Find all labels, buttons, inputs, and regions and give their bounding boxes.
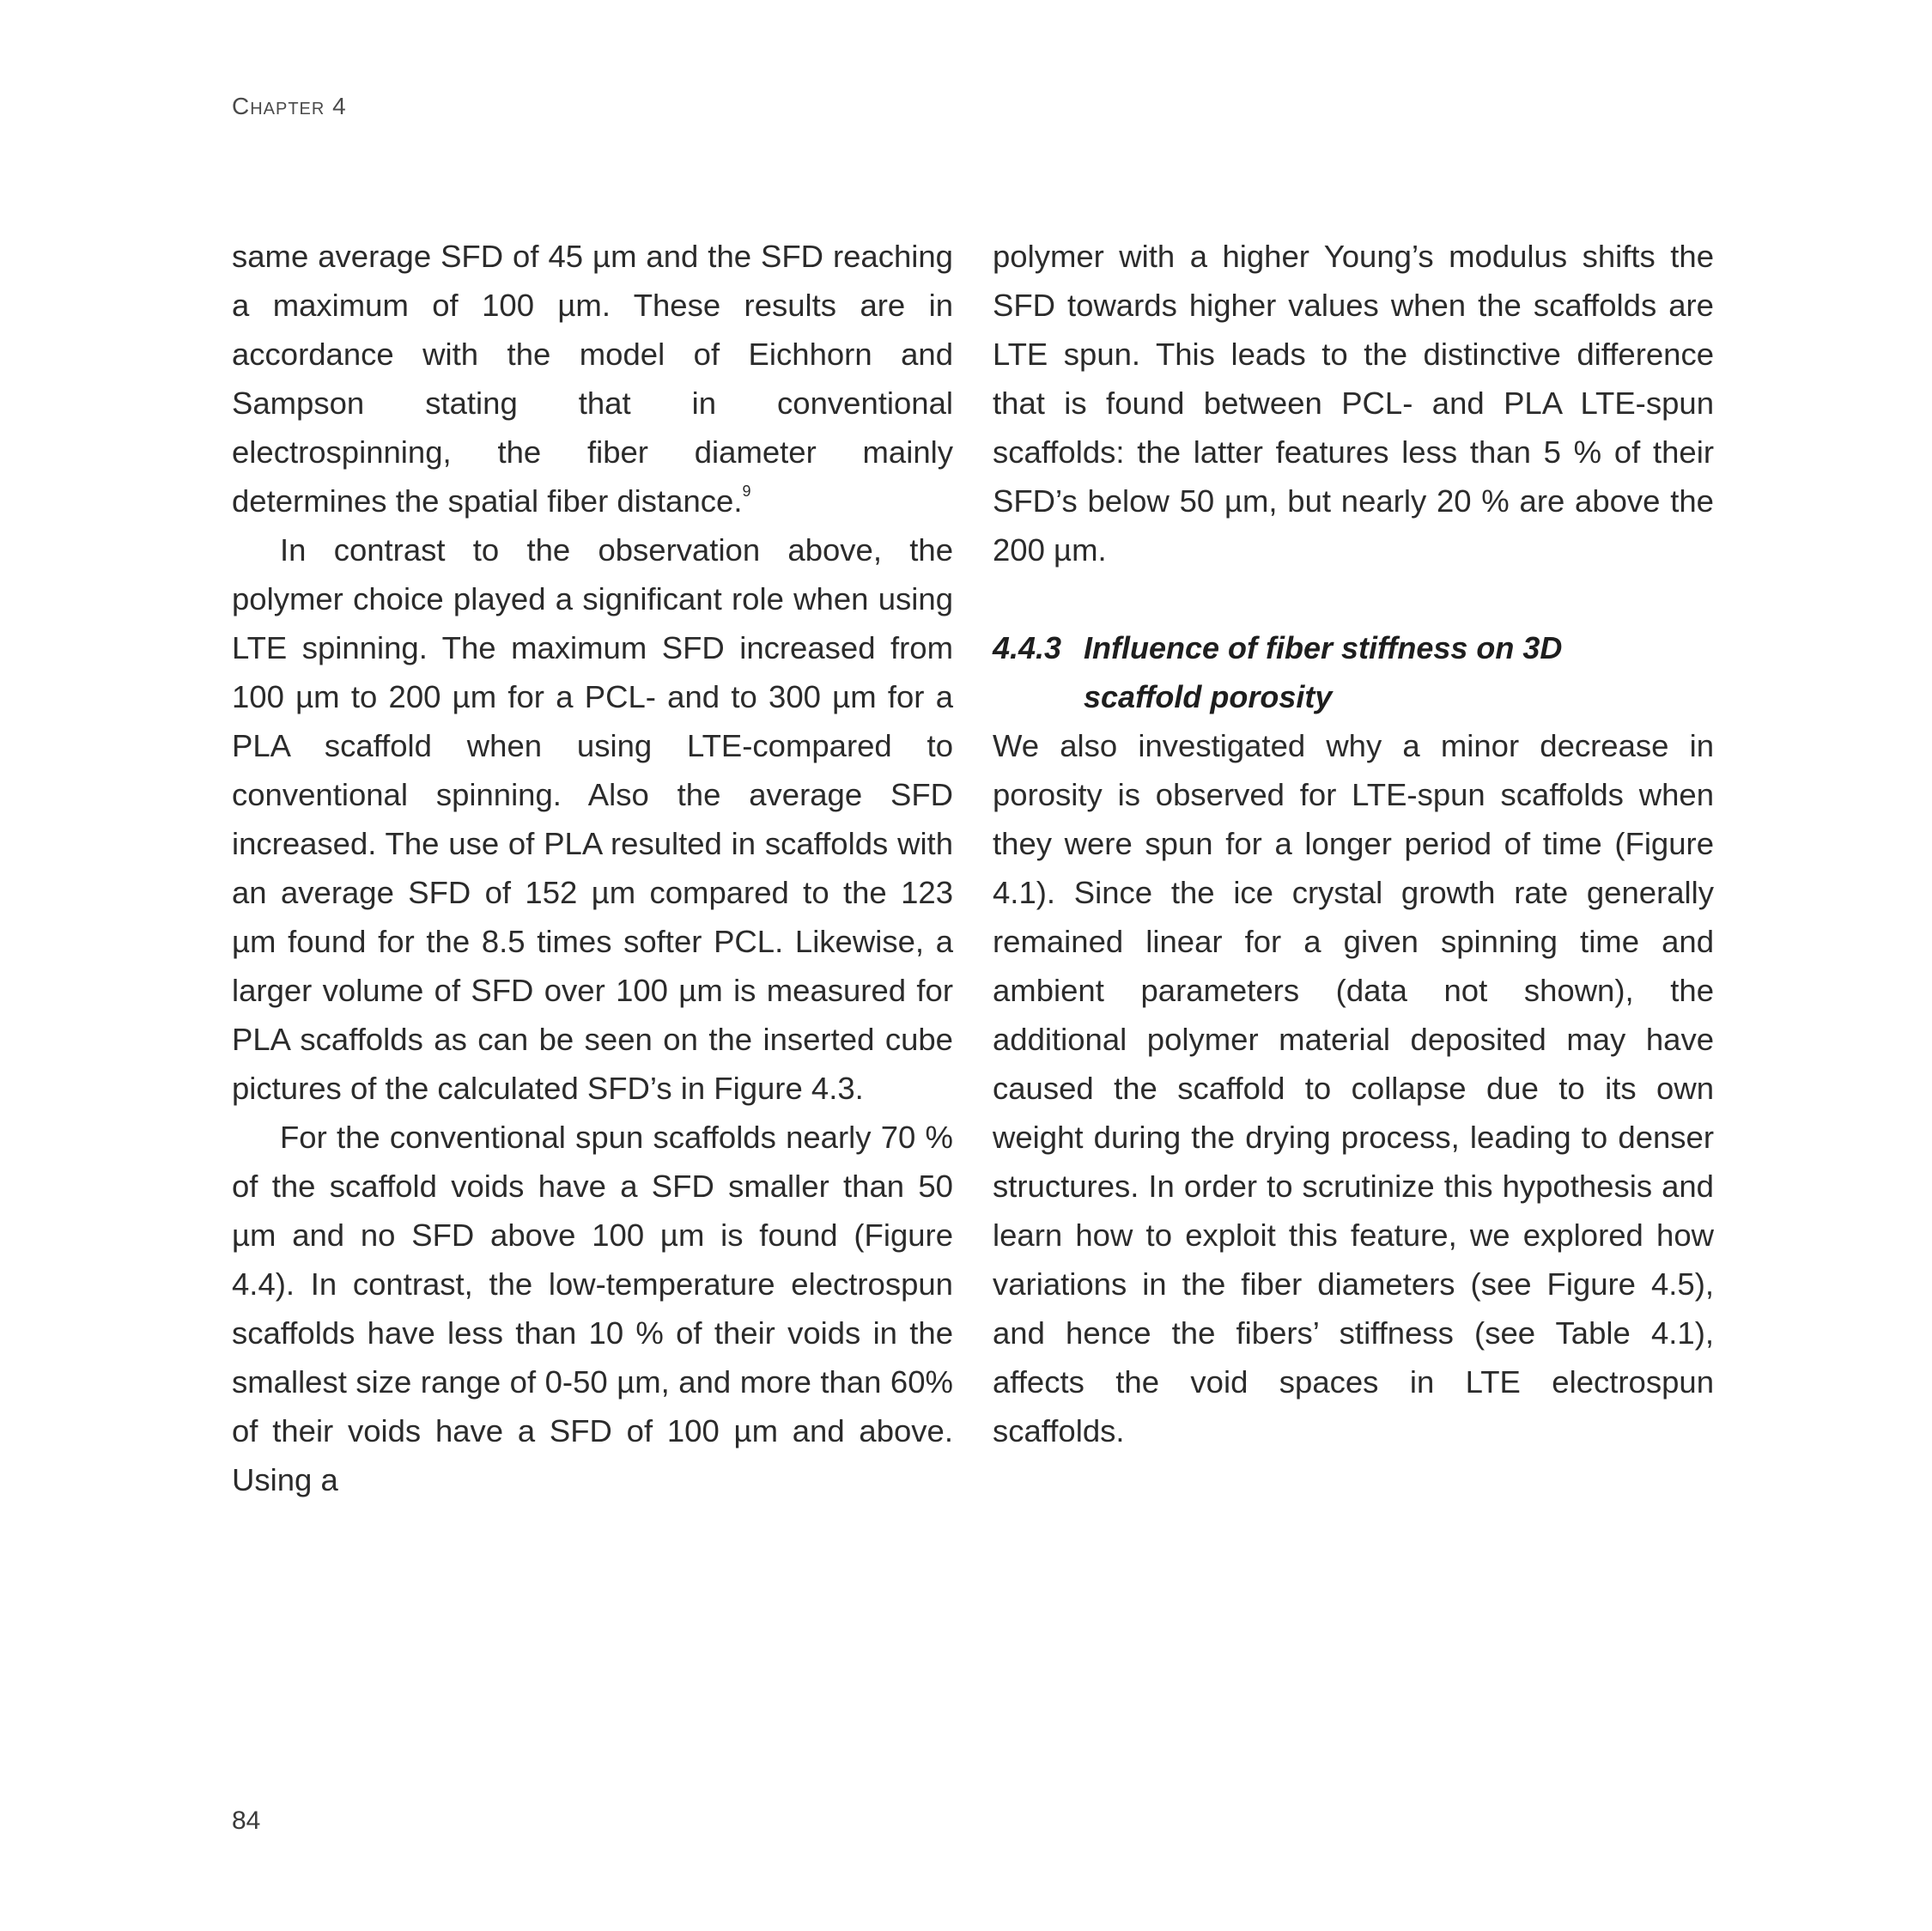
right-column — [993, 232, 1714, 1455]
paragraph: In contrast to the observation above, the polymer choice played a significant role when using LTE spinning. The maximum SFD increased from 100 µm to 200 µm for a PCL- and to 300 µm for a PLA scaffold when using LTE-compared to conventional spinning. Also the average SFD increased. The use of PLA resulted in scaffolds with an average SFD of 152 µm compared to the 123 µm found for the 8.5 times softer PCL. Likewise, a larger volume of SFD over 100 µm is measured for PLA scaffolds as can be seen on the inserted cube pictures of the calculated SFD’s in Figure 4.3. — [232, 532, 953, 1106]
running-head: Chapter 4 — [232, 93, 347, 119]
section-number: 4.4.3 — [993, 630, 1062, 665]
section-title: Influence of fiber stiffness on 3D scaffold porosity — [1084, 630, 1563, 714]
paragraph-text: same average SFD of 45 µm and the SFD reaching a maximum of 100 µm. These results are in accordance with the model of Eichhorn and Sampson stating that in conventional electrospinning, the fiber diameter mainly determines the spatial fiber distance. — [232, 239, 953, 519]
paragraph-continued — [232, 232, 953, 525]
paragraph: polymer with a higher Young’s modulus shifts the SFD towards higher values when the scaffolds are LTE spun. This leads to the distinctive difference that is found between PCL- and PLA LTE-spun scaffolds: the latter features less than 5 % of their SFD’s below 50 µm, but nearly 20 % are above the 200 µm. — [993, 239, 1714, 568]
footnote-reference[interactable]: 9 — [742, 483, 751, 500]
left-column — [232, 232, 953, 1504]
page-number: 84 — [232, 1807, 261, 1835]
paragraph: For the conventional spun scaffolds nearly 70 % of the scaffold voids have a SFD smaller than 50 µm and no SFD above 100 µm is found (Figure 4.4). In contrast, the low-temperature electrospun scaffolds have less than 10 % of their voids in the smallest size range of 0-50 µm, and more than 60% of their voids have a SFD of 100 µm and above. Using a — [232, 1120, 953, 1497]
section-heading — [993, 623, 1714, 721]
paragraph: We also investigated why a minor decrease in porosity is observed for LTE-spun scaffolds when they were spun for a longer period of time (Figure 4.1). Since the ice crystal growth rate generally remained linear for a given spinning time and ambient parameters (data not shown), the additional polymer material deposited may have caused the scaffold to collapse due to its own weight during the drying process, leading to denser structures. In order to scrutinize this hypothesis and learn how to exploit this feature, we explored how variations in the fiber diameters (see Figure 4.5), and hence the fibers’ stiffness (see Table 4.1), affects the void spaces in LTE electrospun scaffolds. — [993, 728, 1714, 1448]
